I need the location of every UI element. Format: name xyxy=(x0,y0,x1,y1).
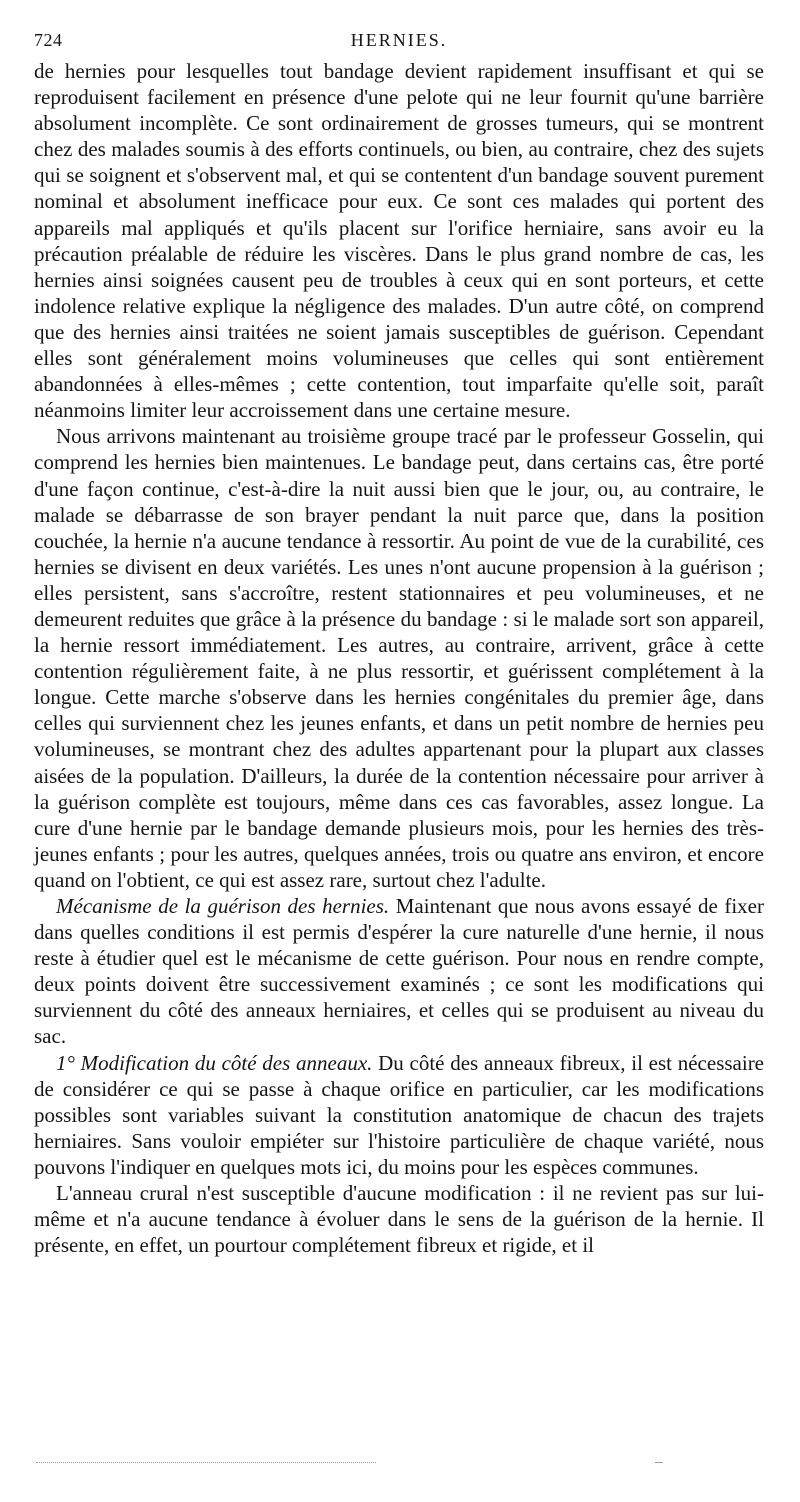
paragraph-text: Nous arrivons maintenant au troisième groupe tracé par le professeur Gosselin, qui comprend les hernies bien maintenues. Le bandage peut, dans certains cas, être porté d'une façon continue, c'est-à-dire la nuit aussi bien que le jour, ou, au contraire, le malade se débarrasse de son brayer pendant la nuit parce que, dans la position couchée, la hernie n'a aucune tendance à ressortir. Au point de vue de la curabilité, ces hernies se divisent en deux variétés. Les unes n'ont aucune propension à la guérison ; elles persistent, sans s'accroître, restent stationnaires et peu volumineuses, et ne demeurent reduites que grâce à la présence du bandage : si le malade sort son appareil, la hernie ressort immédiatement. Les autres, au contraire, arrivent, grâce à cette contention régulièrement faite, à ne plus ressortir, et guérissent complétement à la longue. Cette marche s'observe dans les hernies congénitales du premier âge, dans celles qui surviennent chez les jeunes enfants, et dans un petit nombre de hernies peu volumineuses, se montrant chez des adultes appartenant pour la plupart aux classes aisées de la population. D'ailleurs, la durée de la contention nécessaire pour arriver à la guérison complète est toujours, même dans ces cas favorables, assez longue. La cure d'une hernie par le bandage demande plusieurs mois, pour les hernies des très-jeunes enfants ; pour les autres, quelques années, trois ou quatre ans environ, et encore quand on l'obtient, ce qui est assez rare, surtout chez l'adulte. xyxy=(34,424,764,892)
paragraph-well-maintained-hernias xyxy=(34,423,764,893)
page-number: 724 xyxy=(34,30,63,50)
paragraph-text: L'anneau crural n'est susceptible d'aucune modification : il ne revient pas sur lui-même et n'a aucune tendance à évoluer dans le sens de la guérison de la hernie. Il présente, en effet, un pourtour complétement fibreux et rigide, et il xyxy=(34,1181,764,1258)
paragraph-text: Maintenant que nous avons essayé de fixer dans quelles conditions il est permis d'espérer la cure naturelle d'une hernie, il nous reste à étudier quel est le mécanisme de cette guérison. Pour nous en rendre compte, deux points doivent être successivement examinés ; ce sont les modifications qui surviennent du côté des anneaux herniaires, et celles qui se produisent au niveau du sac. xyxy=(34,894,764,1049)
paragraph-text: Du côté des anneaux fibreux, il est nécessaire de considérer ce qui se passe à chaque orifice en particulier, car les modifications possibles sont variables suivant la constitution anatomique de chacun des trajets herniaires. Sans vouloir empiéter sur l'histoire particulière de chaque variété, nous pouvons l'indiquer en quelques mots ici, du moins pour les espèces communes. xyxy=(34,1050,765,1179)
footer-mark xyxy=(655,1462,663,1463)
paragraph-healing-mechanism xyxy=(34,893,764,1050)
paragraph-text: de hernies pour lesquelles tout bandage devient rapidement insuffisant et qui se reproduisent facilement en présence d'une pelote qui ne leur fournit qu'une barrière absolument incomplète. Ce sont ordinairement de grosses tumeurs, qui se montrent chez des malades soumis à des efforts continuels, ou bien, au contraire, chez des sujets qui se soignent et s'observent mal, et qui se contentent d'un bandage souvent purement nominal et absolument inefficace pour eux. Ce sont ces malades qui portent des appareils mal appliqués et qu'ils placent sur l'orifice herniaire, sans avoir eu la précaution préalable de réduire les viscères. Dans le plus grand nombre de cas, les hernies ainsi soignées causent peu de troubles à ceux qui en sont porteurs, et cette indolence relative explique la négligence des malades. D'un autre côté, on comprend que des hernies ainsi traitées ne soient jamais susceptibles de guérison. Cependant elles sont généralement moins volumineuses que celles qui sont entièrement abandonnées à elles-mêmes ; cette contention, tout imparfaite qu'elle soit, paraît néanmoins limiter leur accroissement dans une certaine mesure. xyxy=(34,59,764,423)
paragraph-insufficient-bandages xyxy=(34,58,764,423)
book-page xyxy=(34,30,764,1258)
paragraph-ring-modification xyxy=(34,1050,764,1180)
page-header xyxy=(34,30,764,58)
footer-rule xyxy=(36,1462,376,1463)
section-heading: Mécanisme de la guérison des hernies. xyxy=(56,894,390,918)
section-heading: 1° Modification du côté des anneaux. xyxy=(56,1050,373,1075)
paragraph-crural-ring xyxy=(34,1180,764,1258)
running-title: HERNIES. xyxy=(350,30,448,50)
